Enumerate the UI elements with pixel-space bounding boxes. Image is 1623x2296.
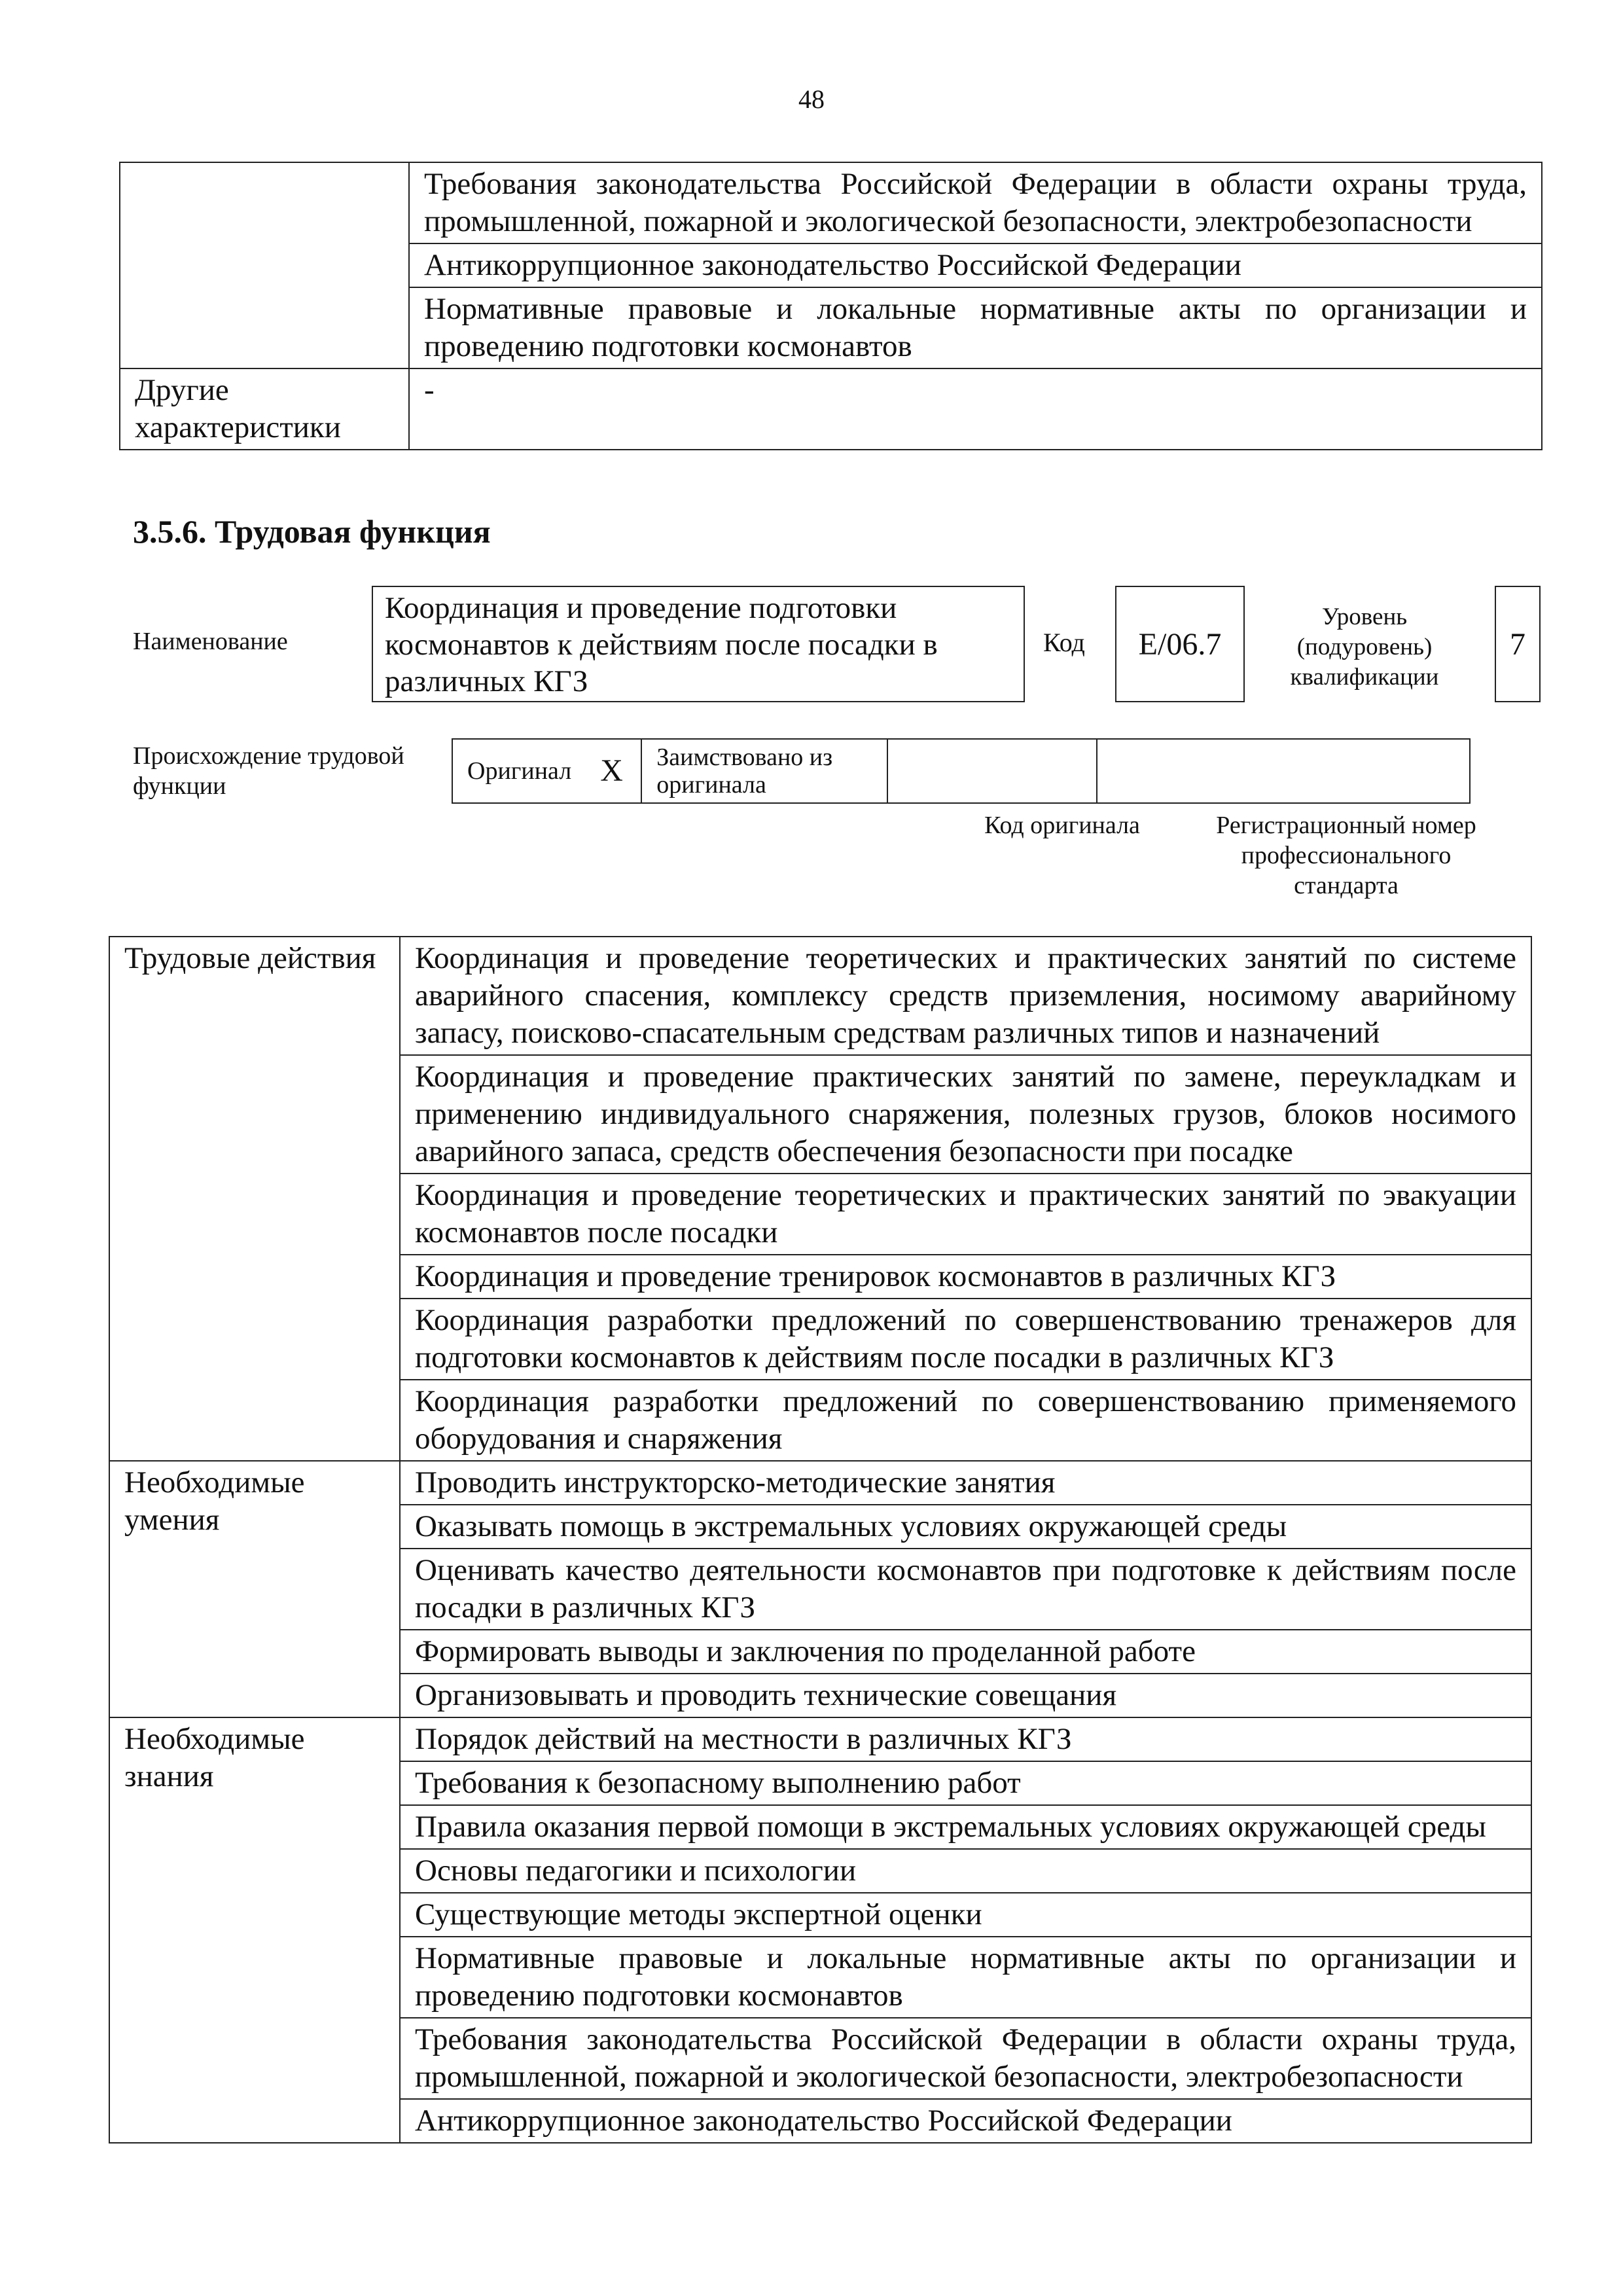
page-number: 48 bbox=[798, 84, 825, 114]
table-cell: Требования к безопасному выполнению работ bbox=[400, 1761, 1531, 1805]
origin-table bbox=[452, 738, 1471, 804]
table-row bbox=[109, 1461, 1531, 1505]
original-label-cell: Оригинал bbox=[452, 739, 586, 803]
function-code-box: E/06.7 bbox=[1115, 586, 1245, 702]
table-cell: Требования законодательства Российской Федерации в области охраны труда, промышленной, пожарной и экологической безопасности, электробезопасности bbox=[409, 162, 1542, 243]
table-cell: Организовывать и проводить технические совещания bbox=[400, 1674, 1531, 1717]
name-label: Наименование bbox=[133, 628, 288, 655]
table-cell: Координация и проведение практических занятий по замене, переукладкам и применению индивидуального снаряжения, полезных грузов, блоков носимого аварийного запаса, средств обеспечения безопасности при посадке bbox=[400, 1055, 1531, 1174]
table-cell: Нормативные правовые и локальные нормативные акты по организации и проведению подготовки космонавтов bbox=[409, 287, 1542, 368]
table-cell: Проводить инструкторско-методические занятия bbox=[400, 1461, 1531, 1505]
group-label-cell: Трудовые действия bbox=[109, 937, 400, 1461]
labor-function-table bbox=[109, 936, 1532, 2144]
requirements-continuation-table bbox=[119, 162, 1543, 450]
table-cell: Формировать выводы и заключения по проделанной работе bbox=[400, 1630, 1531, 1674]
table-cell: Координация и проведение теоретических и практических занятий по эвакуации космонавтов после посадки bbox=[400, 1174, 1531, 1255]
table-cell: Порядок действий на местности в различных КГЗ bbox=[400, 1717, 1531, 1761]
other-characteristics-label: Другие характеристики bbox=[120, 368, 409, 450]
table-cell: Координация и проведение тренировок космонавтов в различных КГЗ bbox=[400, 1255, 1531, 1299]
empty-label-cell bbox=[120, 162, 409, 368]
origin-label: Происхождение трудовой функции bbox=[133, 742, 404, 800]
table-row bbox=[109, 1717, 1531, 1761]
table-row bbox=[120, 162, 1542, 243]
table-cell: Правила оказания первой помощи в экстремальных условиях окружающей среды bbox=[400, 1805, 1531, 1849]
table-cell: Нормативные правовые и локальные нормативные акты по организации и проведению подготовки космонавтов bbox=[400, 1937, 1531, 2018]
borrowed-label-cell: Заимствовано из оригинала bbox=[641, 739, 887, 803]
table-row bbox=[109, 937, 1531, 1055]
table-cell: Координация разработки предложений по совершенствованию применяемого оборудования и снаряжения bbox=[400, 1380, 1531, 1461]
group-label-cell: Необходимые умения bbox=[109, 1461, 400, 1717]
section-title: 3.5.6. Трудовая функция bbox=[133, 513, 491, 550]
table-row bbox=[452, 739, 1470, 803]
code-label: Код bbox=[1043, 628, 1085, 657]
function-name-box: Координация и проведение подготовки космонавтов к действиям после посадки в различных КГЗ bbox=[372, 586, 1025, 702]
table-row bbox=[120, 368, 1542, 450]
table-cell: Существующие методы экспертной оценки bbox=[400, 1893, 1531, 1937]
group-label-cell: Необходимые знания bbox=[109, 1717, 400, 2143]
table-cell: Координация и проведение теоретических и практических занятий по системе аварийного спасения, комплексу средств приземления, носимому аварийному запасу, поисково-спасательным средствам различных типов и назначений bbox=[400, 937, 1531, 1055]
level-label: Уровень (подуровень) квалификации bbox=[1290, 603, 1439, 691]
reg-number-caption: Регистрационный номер профессионального стандарта bbox=[1216, 812, 1476, 899]
table-cell: Координация разработки предложений по совершенствованию тренажеров для подготовки космонавтов к действиям после посадки в различных КГЗ bbox=[400, 1299, 1531, 1380]
level-box: 7 bbox=[1495, 586, 1541, 702]
table-cell: Основы педагогики и психологии bbox=[400, 1849, 1531, 1893]
table-cell: Требования законодательства Российской Федерации в области охраны труда, промышленной, пожарной и экологической безопасности, электробезопасности bbox=[400, 2018, 1531, 2099]
original-mark-cell: X bbox=[586, 739, 641, 803]
table-cell: Антикоррупционное законодательство Российской Федерации bbox=[409, 243, 1542, 287]
table-cell: Оценивать качество деятельности космонавтов при подготовке к действиям после посадки в различных КГЗ bbox=[400, 1549, 1531, 1630]
reg-number-cell bbox=[1097, 739, 1470, 803]
table-cell: Антикоррупционное законодательство Российской Федерации bbox=[400, 2099, 1531, 2143]
code-original-caption: Код оригинала bbox=[984, 812, 1140, 839]
code-original-cell bbox=[887, 739, 1097, 803]
other-characteristics-value: - bbox=[409, 368, 1542, 450]
table-cell: Оказывать помощь в экстремальных условиях окружающей среды bbox=[400, 1505, 1531, 1549]
